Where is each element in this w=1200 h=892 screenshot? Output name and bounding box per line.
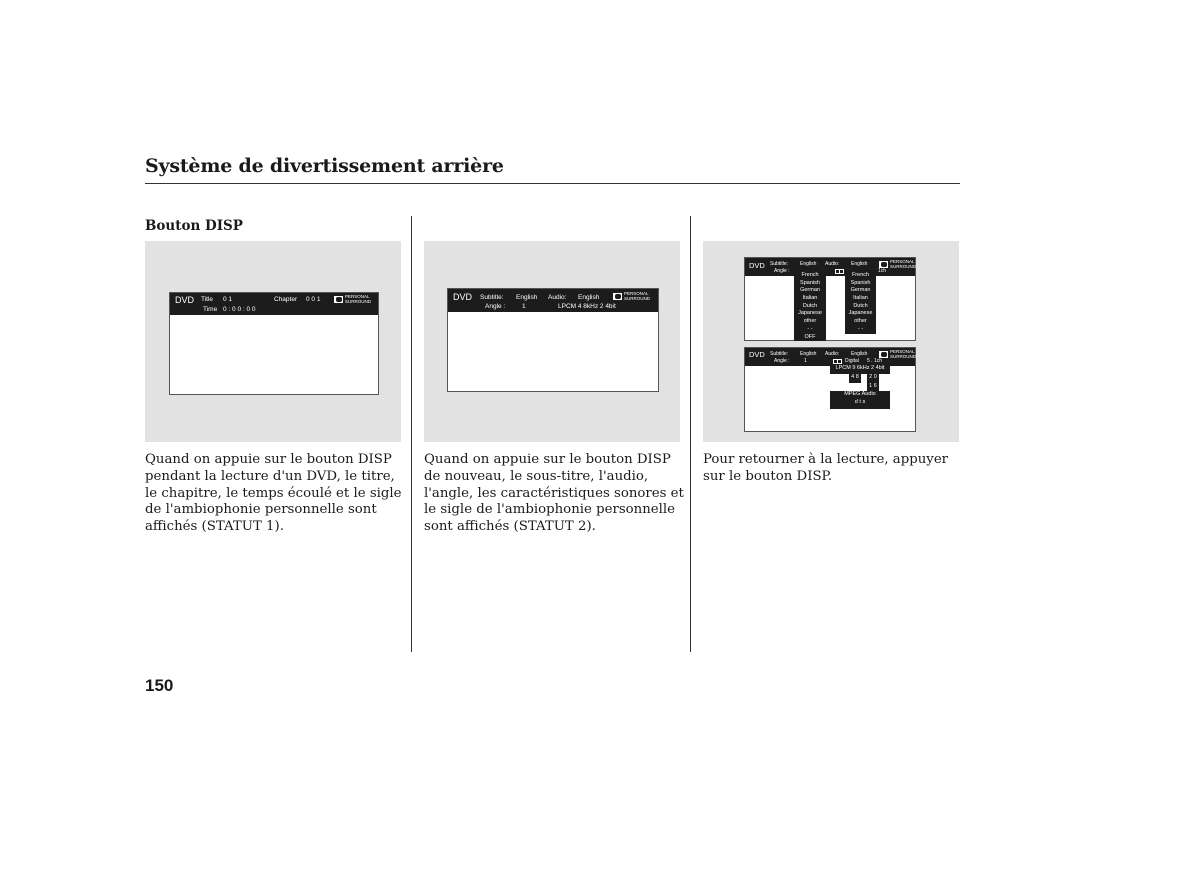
dolby-icon — [833, 359, 842, 365]
option-item: - - — [807, 325, 813, 332]
lpcm-label: LPCM 9 6kHz 2 4bit — [835, 365, 885, 371]
header-rule — [145, 183, 960, 184]
dolby-icon — [835, 269, 844, 275]
rate-48-label: 4 8 — [851, 374, 859, 380]
personal-surround-logo — [879, 349, 916, 359]
title-value: 0 1 — [223, 296, 233, 303]
subtitle-value: English — [800, 351, 817, 357]
audio-label: Audio: — [825, 351, 840, 357]
digital-label: Digital — [845, 358, 859, 364]
osd-bar — [448, 289, 658, 312]
surround-icon — [613, 293, 622, 300]
paragraph-status2: Quand on appuie sur le bouton DISP de nouveau, le sous-titre, l'audio, l'angle, les caractéristiques sonores et le sigle de l'ambiophonie personnelle sont affichés (STATUT 2). — [424, 452, 684, 535]
option-item: Japanese — [798, 310, 822, 317]
surround-icon — [334, 296, 343, 303]
chapter-label: Chapter — [274, 296, 298, 303]
page-number: 150 — [145, 676, 174, 695]
section-title: Système de divertissement arrière — [145, 155, 504, 177]
surround-icon — [879, 261, 888, 268]
option-item: - - — [857, 325, 864, 332]
figure-panel-status2 — [424, 241, 680, 442]
time-label: Time — [203, 306, 218, 313]
column-divider — [411, 216, 412, 652]
subtitle-options-list — [794, 272, 826, 341]
audio-value: English — [851, 351, 868, 357]
subheading: Bouton DISP — [145, 218, 243, 234]
screen-status1 — [169, 292, 379, 395]
option-item: Dutch — [802, 302, 818, 309]
bits-20-option — [867, 374, 879, 383]
logo-line2: SURROUND — [890, 354, 917, 359]
screen-subtitle-audio-menu — [744, 257, 916, 341]
option-item: Italian — [802, 295, 818, 302]
subtitle-value: English — [516, 294, 538, 301]
personal-surround-logo — [334, 294, 371, 304]
mpeg-dts-options — [830, 391, 890, 409]
lpcm-option — [830, 365, 890, 374]
logo-line2: SURROUND — [345, 299, 372, 304]
logo-line1: PERSONAL — [624, 291, 649, 296]
angle-label: Angle : — [485, 303, 506, 310]
option-item: Dutch — [853, 302, 868, 309]
bits-20-label: 2 0 — [869, 374, 877, 380]
audio-value: English — [578, 294, 600, 301]
subtitle-label: Subtitle: — [770, 261, 789, 267]
figure-panel-menus — [703, 241, 959, 442]
logo-line2: SURROUND — [890, 264, 917, 269]
surround-icon — [879, 351, 888, 358]
title-label: Title — [201, 296, 214, 303]
audio-value: English — [851, 261, 868, 267]
dvd-label: DVD — [749, 261, 765, 270]
paragraph-status1: Quand on appuie sur le bouton DISP pendant la lecture d'un DVD, le titre, le chapitre, le temps écoulé et le sigle de l'ambiophonie personnelle sont affichés (STATUT 1). — [145, 452, 402, 535]
option-item: German — [800, 287, 820, 294]
rate-48-option — [849, 374, 861, 383]
column-divider — [690, 216, 691, 652]
osd-bar — [745, 258, 915, 276]
screen-audio-format-menu — [744, 347, 916, 432]
chapter-value: 0 0 1 — [306, 296, 321, 303]
option-item: Japanese — [848, 310, 873, 317]
subtitle-label: Subtitle: — [480, 294, 504, 301]
logo-line1: PERSONAL — [890, 259, 915, 264]
option-item: German — [850, 287, 871, 294]
option-item: Spanish — [850, 279, 871, 286]
logo-line1: PERSONAL — [890, 349, 915, 354]
screen-status2 — [447, 288, 659, 392]
audio-label: Audio: — [825, 261, 840, 267]
audio-format: LPCM 4 8kHz 2 4bit — [558, 303, 616, 310]
dvd-label: DVD — [175, 295, 195, 305]
angle-label: Angle : — [774, 358, 790, 364]
logo-line1: PERSONAL — [345, 294, 370, 299]
audio-options-list — [845, 272, 876, 334]
mpeg-label: MPEG Audio — [844, 391, 876, 397]
option-item: OFF — [804, 333, 816, 340]
angle-value: 1 — [804, 358, 807, 364]
dts-label: d t s — [854, 398, 866, 405]
option-item: Italian — [853, 295, 868, 302]
option-item: other — [803, 318, 817, 325]
osd-bar — [170, 293, 378, 315]
option-item: French — [801, 272, 819, 278]
figure-panel-status1 — [145, 241, 401, 442]
osd-bar — [745, 348, 915, 366]
angle-value: 1 — [522, 303, 526, 310]
dvd-label: DVD — [749, 350, 765, 359]
subtitle-value: English — [800, 261, 817, 267]
option-item: other — [854, 318, 867, 325]
angle-label: Angle : — [774, 268, 790, 274]
option-item: French — [851, 272, 870, 278]
audio-label: Audio: — [548, 294, 567, 301]
option-item: Spanish — [800, 279, 820, 286]
subtitle-label: Subtitle: — [770, 351, 789, 357]
bits-16-label: 1 6 — [869, 383, 877, 389]
channel-value: 5 . 1ch — [867, 358, 883, 364]
paragraph-return: Pour retourner à la lecture, appuyer sur le bouton DISP. — [703, 452, 949, 484]
personal-surround-logo — [613, 291, 650, 301]
time-value: 0 : 0 0 : 0 0 — [223, 306, 256, 313]
personal-surround-logo — [879, 259, 916, 269]
dvd-label: DVD — [453, 292, 473, 302]
angle-value: 1ch — [878, 268, 887, 274]
logo-line2: SURROUND — [624, 296, 651, 301]
